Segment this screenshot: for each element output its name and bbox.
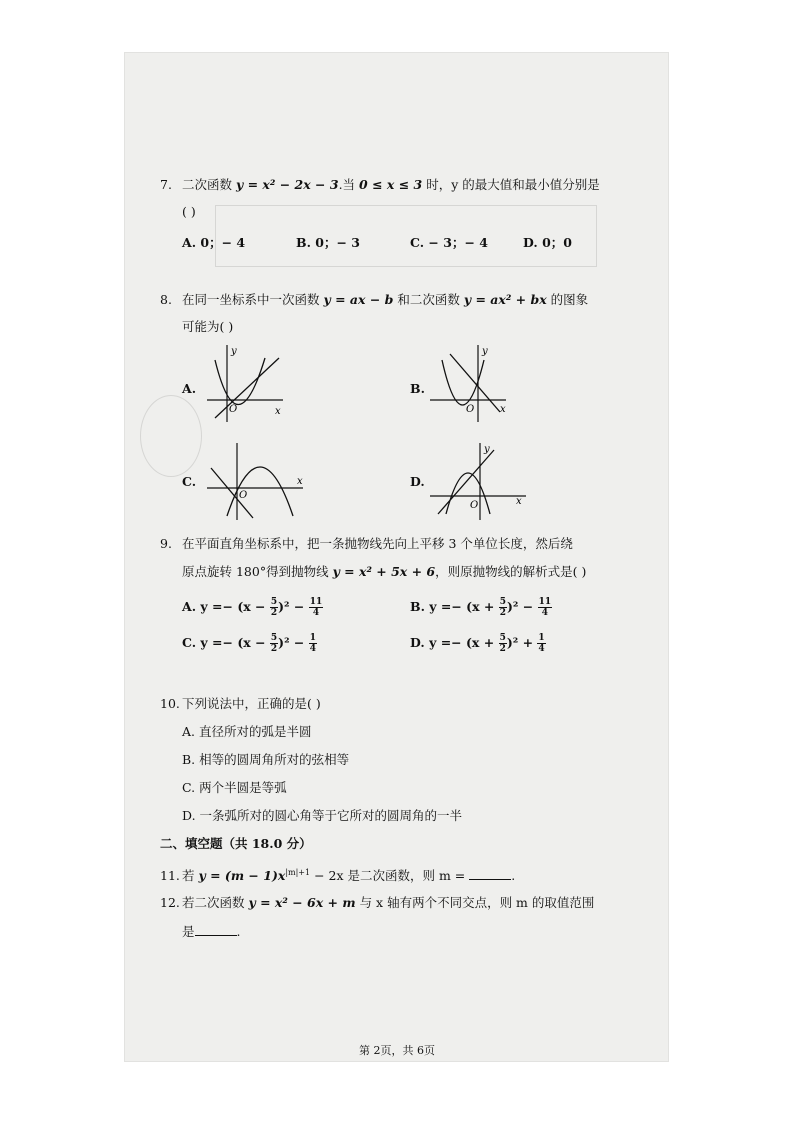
line — [438, 450, 494, 514]
question-text: 是 — [182, 924, 195, 939]
question-text: 在同一坐标系中一次函数 — [182, 292, 324, 307]
section-heading: 二、填空题（共 18.0 分） — [160, 836, 312, 851]
question-text: 的图象 — [546, 292, 589, 307]
punctuation: . — [236, 924, 241, 939]
denominator: 4 — [312, 608, 320, 618]
bleed-through-circle — [140, 395, 202, 477]
origin-label: O — [470, 500, 479, 511]
question-12-line2 — [182, 922, 241, 941]
denominator: 2 — [499, 608, 506, 618]
graph-label-b: B. — [410, 381, 425, 396]
question-text: .当 — [338, 177, 360, 192]
option-text: B. y =− (x + — [410, 599, 495, 614]
origin-label: O — [229, 404, 238, 415]
question-9-line2 — [182, 563, 586, 581]
option-d[interactable]: D. 0；0 — [523, 235, 572, 250]
page-footer: 第 2页，共 6页 — [359, 1044, 435, 1057]
denominator: 4 — [538, 644, 545, 654]
fraction — [537, 633, 545, 654]
origin-label: O — [466, 404, 475, 415]
fraction — [499, 597, 507, 618]
question-number: 12. — [160, 895, 180, 910]
option-c[interactable] — [182, 633, 317, 654]
question-number: 7. — [160, 177, 172, 192]
graph-label-c: C. — [182, 474, 197, 489]
numerator: 11 — [309, 597, 323, 607]
formula: y = ax² + bx — [463, 292, 547, 307]
option-text: A. y =− (x − — [182, 599, 266, 614]
formula: y = x² − 2x − 3 — [235, 177, 339, 192]
formula: y = ax − b — [323, 292, 394, 307]
question-text: 和二次函数 — [393, 292, 464, 307]
line — [450, 354, 500, 412]
punctuation: . — [511, 868, 516, 884]
exponent: |m|+1 — [285, 868, 311, 877]
question-number: 8. — [160, 292, 172, 307]
graph-a[interactable] — [205, 340, 285, 425]
question-text: 与 x 轴有两个不同交点，则 m 的取值范围 — [355, 895, 595, 910]
denominator: 4 — [309, 644, 317, 654]
graph-label-a: A. — [182, 381, 197, 396]
option-a[interactable]: A. 0；− 4 — [182, 235, 246, 250]
option-c[interactable]: C. − 3；− 4 — [410, 235, 488, 250]
answer-blank[interactable] — [195, 922, 237, 936]
option-text: )² − — [507, 599, 534, 614]
formula: y = x² − 6x + m — [248, 895, 356, 910]
numerator: 1 — [538, 633, 545, 643]
numerator: 5 — [270, 597, 278, 607]
formula: 0 ≤ x ≤ 3 — [359, 177, 423, 192]
fraction — [499, 633, 507, 654]
question-11 — [160, 864, 515, 885]
x-label: x — [275, 406, 281, 417]
numerator: 5 — [499, 597, 506, 607]
question-text: − 2x 是二次函数，则 m = — [310, 868, 466, 884]
option-text: )² − — [278, 599, 305, 614]
parabola — [215, 358, 265, 405]
question-number: 10. — [160, 696, 180, 711]
question-text: ，则原抛物线的解析式是( ) — [435, 564, 587, 579]
option-c[interactable]: C. 两个半圆是等弧 — [182, 780, 287, 795]
question-text: 在平面直角坐标系中，把一条抛物线先向上平移 3 个单位长度，然后绕 — [182, 536, 573, 551]
numerator: 5 — [270, 633, 278, 643]
answer-paren: ( ) — [182, 204, 196, 219]
option-b[interactable]: B. 相等的圆周角所对的弦相等 — [182, 752, 350, 767]
origin-label: O — [239, 490, 248, 501]
option-d[interactable] — [410, 633, 546, 654]
question-number: 9. — [160, 536, 172, 551]
formula: y = (m − 1)x — [198, 868, 286, 884]
option-b[interactable]: B. 0；− 3 — [296, 235, 360, 250]
line — [215, 358, 279, 418]
option-d[interactable]: D. 一条弧所对的圆心角等于它所对的圆周角的一半 — [182, 808, 463, 823]
option-text: )² − — [278, 635, 305, 650]
question-text: 下列说法中，正确的是( ) — [182, 696, 321, 711]
question-text: 若二次函数 — [182, 895, 249, 910]
numerator: 11 — [538, 597, 552, 607]
question-10 — [160, 695, 321, 713]
option-text: D. y =− (x + — [410, 635, 495, 650]
fraction — [270, 597, 278, 618]
graph-label-d: D. — [410, 474, 425, 489]
option-b[interactable] — [410, 597, 552, 618]
fraction — [309, 597, 324, 618]
answer-blank[interactable] — [469, 866, 511, 880]
question-text: 时，y 的最大值和最小值分别是 — [422, 177, 600, 192]
fraction — [538, 597, 553, 618]
y-label: y — [482, 346, 488, 357]
denominator: 4 — [541, 608, 548, 618]
denominator: 2 — [270, 608, 278, 618]
numerator: 1 — [309, 633, 317, 643]
question-12 — [160, 894, 594, 912]
question-9 — [160, 535, 573, 553]
fraction — [309, 633, 317, 654]
denominator: 2 — [270, 644, 278, 654]
x-label: x — [500, 404, 506, 415]
option-a[interactable]: A. 直径所对的弧是半圆 — [182, 724, 312, 739]
formula: y = x² + 5x + 6 — [332, 564, 436, 579]
option-text: C. y =− (x − — [182, 635, 266, 650]
graph-d[interactable] — [428, 438, 528, 523]
option-text: )² + — [506, 635, 534, 650]
numerator: 5 — [499, 633, 506, 643]
question-text: 二次函数 — [182, 177, 236, 192]
graph-b[interactable] — [428, 340, 508, 425]
fraction — [270, 633, 278, 654]
question-text: 若 — [182, 868, 199, 884]
denominator: 2 — [499, 644, 506, 654]
x-label: x — [297, 476, 303, 487]
y-label: y — [484, 444, 490, 455]
question-number: 11. — [160, 868, 180, 884]
graph-c[interactable] — [205, 438, 305, 523]
question-8 — [160, 291, 588, 309]
y-label: y — [231, 346, 237, 357]
question-7 — [160, 176, 600, 194]
x-label: x — [516, 496, 522, 507]
question-text: 原点旋转 180°得到抛物线 — [182, 564, 333, 579]
question-text: 可能为( ) — [182, 319, 234, 334]
option-a[interactable] — [182, 597, 323, 618]
